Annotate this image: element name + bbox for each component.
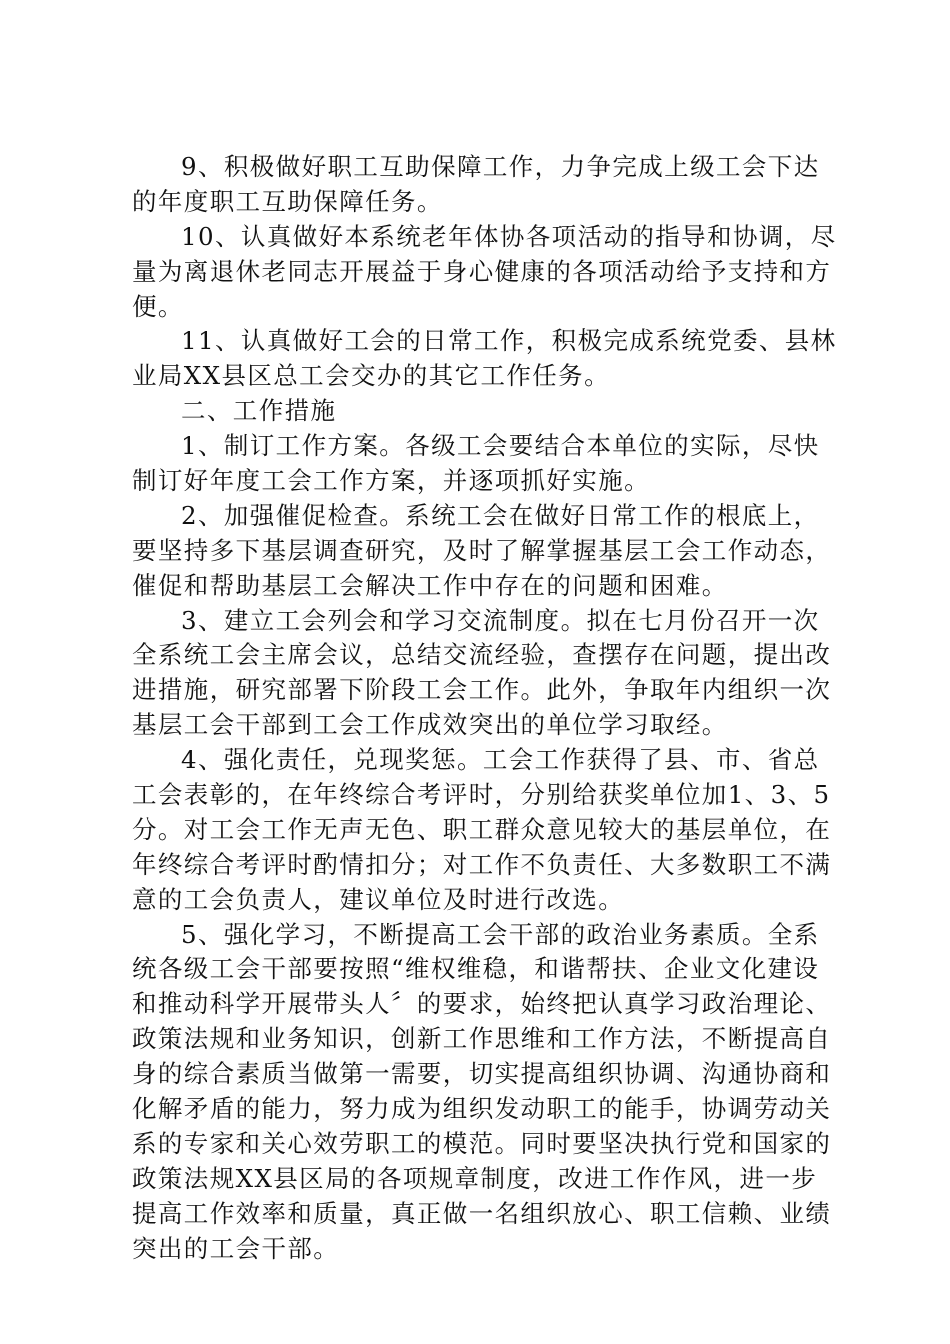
text-line: 政策法规和业务知识，创新工作思维和工作方法，不断提高自 [132,1024,832,1054]
section-heading: 二、工作措施 [181,396,337,426]
text-line: 的年度职工互助保障任务。 [132,186,443,216]
text-line: 4、强化责任，兑现奖惩。工会工作获得了县、市、省总 [181,745,820,775]
text-line: 进措施，研究部署下阶段工会工作。此外，争取年内组织一次 [132,675,832,705]
text-line: 和推动科学开展带头人〞的要求，始终把认真学习政治理论、 [132,989,832,1019]
text-line: 便。 [132,291,184,321]
text-line: 量为离退休老同志开展益于身心健康的各项活动给予支持和方 [132,256,832,286]
text-line: 分。对工会工作无声无色、职工群众意见较大的基层单位，在 [132,814,832,844]
document-body [132,150,837,1267]
text-line: 11、认真做好工会的日常工作，积极完成系统党委、县林 [181,326,837,356]
text-line: 10、认真做好本系统老年体协各项活动的指导和协调，尽 [181,221,837,251]
text-line: 业局XX县区总工会交办的其它工作任务。 [132,361,610,391]
text-line: 统各级工会干部要按照“维权维稳，和谐帮扶、企业文化建设 [132,954,820,984]
text-line: 基层工会干部到工会工作成效突出的单位学习取经。 [132,710,728,740]
text-line: 年终综合考评时酌情扣分；对工作不负责任、大多数职工不满 [132,849,832,879]
text-line: 系的专家和关心效劳职工的模范。同时要坚决执行党和国家的 [132,1128,832,1158]
text-line: 意的工会负责人，建议单位及时进行改选。 [132,884,625,914]
text-line: 要坚持多下基层调查研究，及时了解掌握基层工会工作动态， [132,535,832,565]
text-line: 政策法规XX县区局的各项规章制度，改进工作作风，进一步 [132,1163,818,1193]
text-line: 3、建立工会列会和学习交流制度。拟在七月份召开一次 [181,605,820,635]
text-line: 身的综合素质当做第一需要，切实提高组织协调、沟通协商和 [132,1059,832,1089]
text-line: 全系统工会主席会议，总结交流经验，查摆存在问题，提出改 [132,640,832,670]
text-line: 5、强化学习，不断提高工会干部的政治业务素质。全系 [181,919,820,949]
text-line: 突出的工会干部。 [132,1233,340,1263]
text-line: 1、制订工作方案。各级工会要结合本单位的实际，尽快 [181,431,820,461]
text-line: 2、加强催促检查。系统工会在做好日常工作的根底上， [181,500,820,530]
text-line: 提高工作效率和质量，真正做一名组织放心、职工信赖、业绩 [132,1198,832,1228]
text-line: 制订好年度工会工作方案，并逐项抓好实施。 [132,466,650,496]
text-line: 催促和帮助基层工会解决工作中存在的问题和困难。 [132,570,728,600]
text-line: 工会表彰的，在年终综合考评时，分别给获奖单位加1、3、5 [132,780,831,810]
text-line: 9、积极做好职工互助保障工作，力争完成上级工会下达 [181,152,820,181]
text-line: 化解矛盾的能力，努力成为组织发动职工的能手，协调劳动关 [132,1094,832,1124]
